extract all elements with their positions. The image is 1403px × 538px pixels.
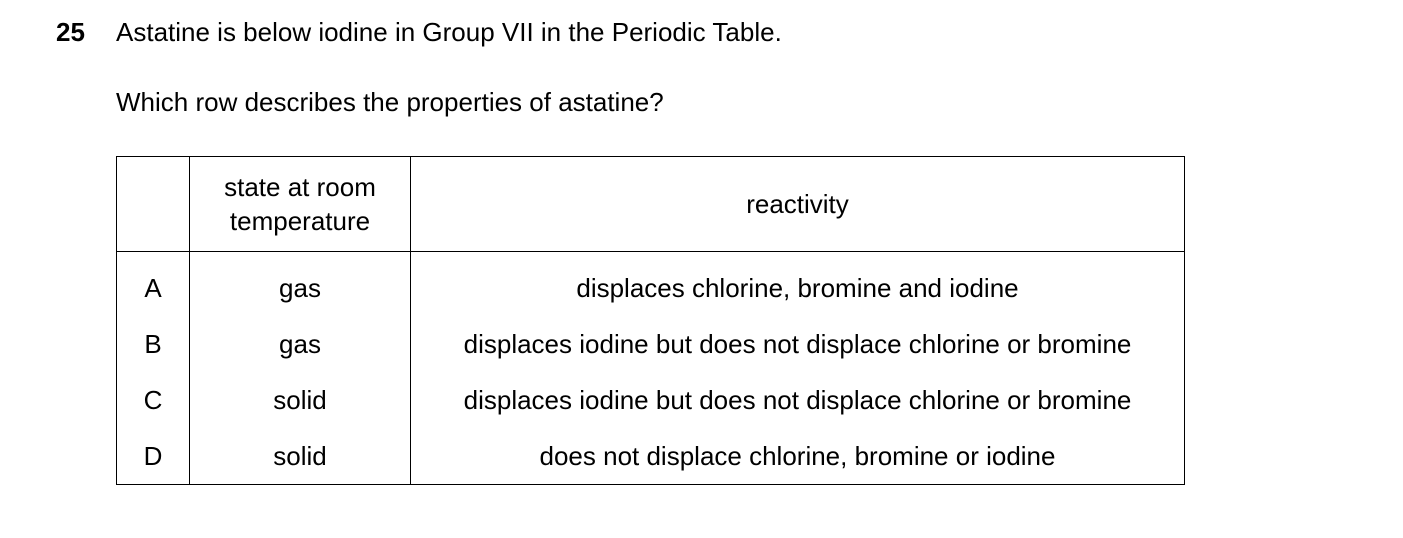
header-state-line1: state at room	[224, 172, 376, 202]
row-reactivity: does not displace chlorine, bromine or iodine	[411, 428, 1185, 485]
row-state: solid	[190, 428, 411, 485]
header-state	[190, 157, 411, 252]
row-letter: C	[117, 372, 190, 428]
row-letter: A	[117, 252, 190, 317]
row-letter: D	[117, 428, 190, 485]
row-reactivity: displaces iodine but does not displace chlorine or bromine	[411, 316, 1185, 372]
row-state: gas	[190, 316, 411, 372]
header-letter	[117, 157, 190, 252]
row-reactivity: displaces iodine but does not displace chlorine or bromine	[411, 372, 1185, 428]
answer-table	[116, 156, 1185, 485]
table-row	[117, 252, 1185, 317]
question-prompt: Which row describes the properties of astatine?	[116, 87, 664, 117]
row-state: solid	[190, 372, 411, 428]
header-reactivity: reactivity	[411, 157, 1185, 252]
row-letter: B	[117, 316, 190, 372]
question-stem: Astatine is below iodine in Group VII in the Periodic Table.	[116, 17, 782, 47]
table-row	[117, 316, 1185, 372]
row-state: gas	[190, 252, 411, 317]
row-reactivity: displaces chlorine, bromine and iodine	[411, 252, 1185, 317]
table-row	[117, 428, 1185, 485]
header-row	[117, 157, 1185, 252]
table-row	[117, 372, 1185, 428]
question-number: 25	[56, 17, 85, 47]
header-state-line2: temperature	[229, 206, 371, 236]
